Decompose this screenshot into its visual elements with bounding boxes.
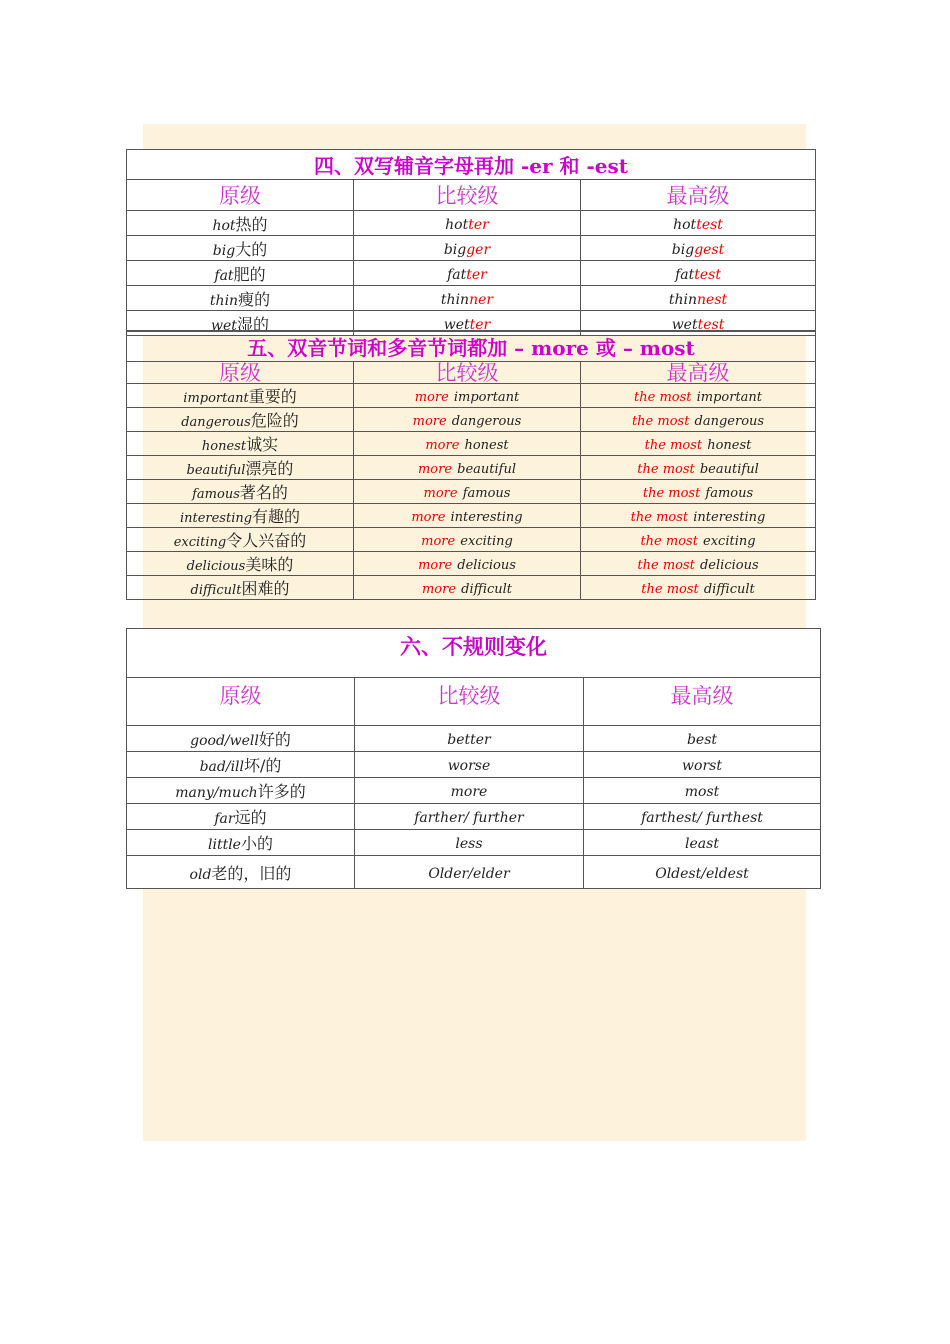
section-title: 四、双写辅音字母再加 -er 和 -est xyxy=(127,150,816,180)
header-superlative: 最高级 xyxy=(584,678,821,726)
comparative-cell: more xyxy=(355,778,584,804)
table-row xyxy=(127,504,816,528)
positive-cell: far远的 xyxy=(127,804,355,830)
superlative-cell: the most interesting xyxy=(581,504,816,528)
irregular-table xyxy=(126,628,821,889)
comparative-cell: more beautiful xyxy=(354,456,581,480)
comparative-cell: less xyxy=(355,830,584,856)
double-consonant-table xyxy=(126,149,816,336)
positive-cell: many/much许多的 xyxy=(127,778,355,804)
superlative-cell: wettest xyxy=(581,311,816,336)
comparative-cell: fatter xyxy=(354,261,581,286)
positive-cell: fat肥的 xyxy=(127,261,354,286)
table-row xyxy=(127,408,816,432)
superlative-cell: worst xyxy=(584,752,821,778)
positive-cell: good/well好的 xyxy=(127,726,355,752)
table-row xyxy=(127,830,821,856)
superlative-cell: the most difficult xyxy=(581,576,816,600)
table-row xyxy=(127,726,821,752)
comparative-cell: wetter xyxy=(354,311,581,336)
table-row xyxy=(127,528,816,552)
superlative-cell: the most dangerous xyxy=(581,408,816,432)
positive-cell: honest诚实 xyxy=(127,432,354,456)
table-row xyxy=(127,211,816,236)
header-comparative: 比较级 xyxy=(354,362,581,384)
header-positive: 原级 xyxy=(127,678,355,726)
comparative-cell: more exciting xyxy=(354,528,581,552)
positive-cell: interesting有趣的 xyxy=(127,504,354,528)
positive-cell: important重要的 xyxy=(127,384,354,408)
table-row xyxy=(127,456,816,480)
table-row xyxy=(127,286,816,311)
superlative-cell: the most beautiful xyxy=(581,456,816,480)
table-row xyxy=(127,236,816,261)
positive-cell: hot热的 xyxy=(127,211,354,236)
table-row xyxy=(127,778,821,804)
positive-cell: thin瘦的 xyxy=(127,286,354,311)
positive-cell: bad/ill坏/的 xyxy=(127,752,355,778)
superlative-cell: the most famous xyxy=(581,480,816,504)
table-row xyxy=(127,552,816,576)
header-superlative: 最高级 xyxy=(581,362,816,384)
superlative-cell: most xyxy=(584,778,821,804)
superlative-cell: best xyxy=(584,726,821,752)
positive-cell: old老的，旧的 xyxy=(127,856,355,889)
table-row xyxy=(127,804,821,830)
superlative-cell: the most important xyxy=(581,384,816,408)
superlative-cell: least xyxy=(584,830,821,856)
positive-cell: wet湿的 xyxy=(127,311,354,336)
comparative-cell: more difficult xyxy=(354,576,581,600)
positive-cell: little小的 xyxy=(127,830,355,856)
comparative-cell: hotter xyxy=(354,211,581,236)
header-comparative: 比较级 xyxy=(354,180,581,211)
header-positive: 原级 xyxy=(127,180,354,211)
comparative-cell: more famous xyxy=(354,480,581,504)
table-row xyxy=(127,576,816,600)
table-row xyxy=(127,432,816,456)
comparative-cell: more dangerous xyxy=(354,408,581,432)
positive-cell: difficult困难的 xyxy=(127,576,354,600)
comparative-cell: better xyxy=(355,726,584,752)
header-comparative: 比较级 xyxy=(355,678,584,726)
positive-cell: dangerous危险的 xyxy=(127,408,354,432)
superlative-cell: Oldest/eldest xyxy=(584,856,821,889)
positive-cell: delicious美味的 xyxy=(127,552,354,576)
section-title: 六、不规则变化 xyxy=(127,629,821,678)
superlative-cell: fattest xyxy=(581,261,816,286)
comparative-cell: thinner xyxy=(354,286,581,311)
superlative-cell: the most delicious xyxy=(581,552,816,576)
superlative-cell: the most exciting xyxy=(581,528,816,552)
comparative-cell: more honest xyxy=(354,432,581,456)
positive-cell: famous著名的 xyxy=(127,480,354,504)
positive-cell: beautiful漂亮的 xyxy=(127,456,354,480)
positive-cell: exciting令人兴奋的 xyxy=(127,528,354,552)
table-row xyxy=(127,480,816,504)
comparative-cell: more interesting xyxy=(354,504,581,528)
superlative-cell: farthest/ furthest xyxy=(584,804,821,830)
header-superlative: 最高级 xyxy=(581,180,816,211)
table-row xyxy=(127,856,821,889)
positive-cell: big大的 xyxy=(127,236,354,261)
header-positive: 原级 xyxy=(127,362,354,384)
comparative-cell: bigger xyxy=(354,236,581,261)
superlative-cell: the most honest xyxy=(581,432,816,456)
comparative-cell: worse xyxy=(355,752,584,778)
comparative-cell: more important xyxy=(354,384,581,408)
superlative-cell: thinnest xyxy=(581,286,816,311)
comparative-cell: farther/ further xyxy=(355,804,584,830)
superlative-cell: biggest xyxy=(581,236,816,261)
table-row xyxy=(127,261,816,286)
table-row xyxy=(127,384,816,408)
section-title: 五、双音节词和多音节词都加 – more 或 – most xyxy=(127,331,816,362)
superlative-cell: hottest xyxy=(581,211,816,236)
comparative-cell: more delicious xyxy=(354,552,581,576)
comparative-cell: Older/elder xyxy=(355,856,584,889)
table-row xyxy=(127,752,821,778)
more-most-table xyxy=(126,330,816,600)
